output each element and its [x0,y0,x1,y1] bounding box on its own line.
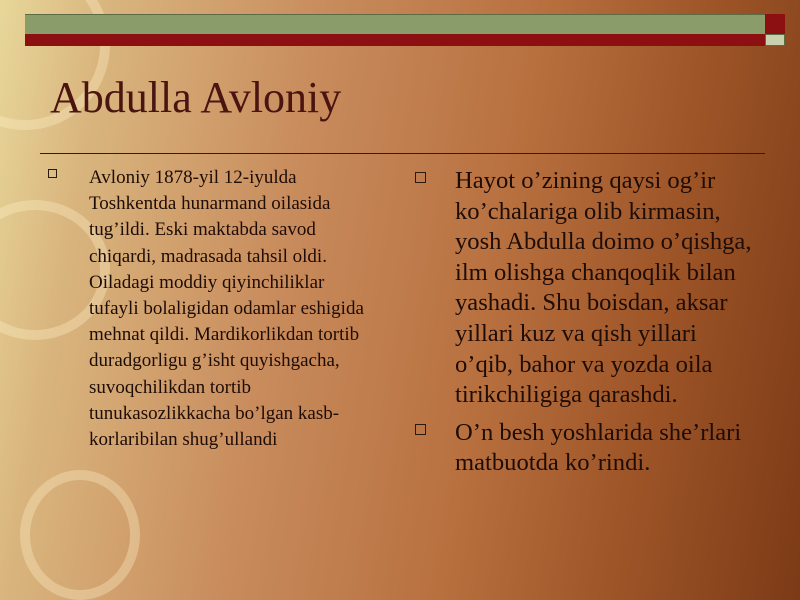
header-corner-green [765,34,785,46]
slide-title: Abdulla Avloniy [50,73,342,122]
hollow-square-bullet-icon [415,424,426,435]
title-divider [40,153,765,154]
hollow-square-bullet-icon [415,172,426,183]
bullet-text: Avloniy 1878-yil 12-iyulda Toshkentda hunarmand oilasida tug’ildi. Eski maktabda savod chiqardi, madrasada tahsil oldi. Oiladagi moddiy qiyinchiliklar tufayli bolaligidan odamlar eshigida mehnat qildi. Mardikorlikdan tortib duradgorligu g’isht quyishgacha, suvoqchilikdan tortib tunukasozlikkacha bo’lgan kasb-korlaribilan shug’ullandi [89,167,364,451]
bullet-item [415,418,760,479]
right-column [415,166,760,479]
header-bar-red [25,34,765,46]
bullet-text: O’n besh yoshlarida she’rlari matbuotda ko’rindi. [455,418,742,477]
bullet-item [415,166,760,411]
header-corner-red [765,14,785,34]
header-bar-green [25,14,765,36]
bullet-text: Hayot o’zining qaysi og’ir ko’chalariga olib kirmasin, yosh Abdulla doimo o’qishga, ilm olishga chanqoqlik bilan yashadi. Shu boisdan, aksar yillari kuz va qish yillari o’qib, bahor va yozda oila tirikchiligiga qarashdi. [455,167,752,409]
hollow-square-bullet-icon [48,169,57,178]
left-column [48,165,378,453]
bullet-item [48,165,378,453]
decorative-swirl [20,470,140,600]
